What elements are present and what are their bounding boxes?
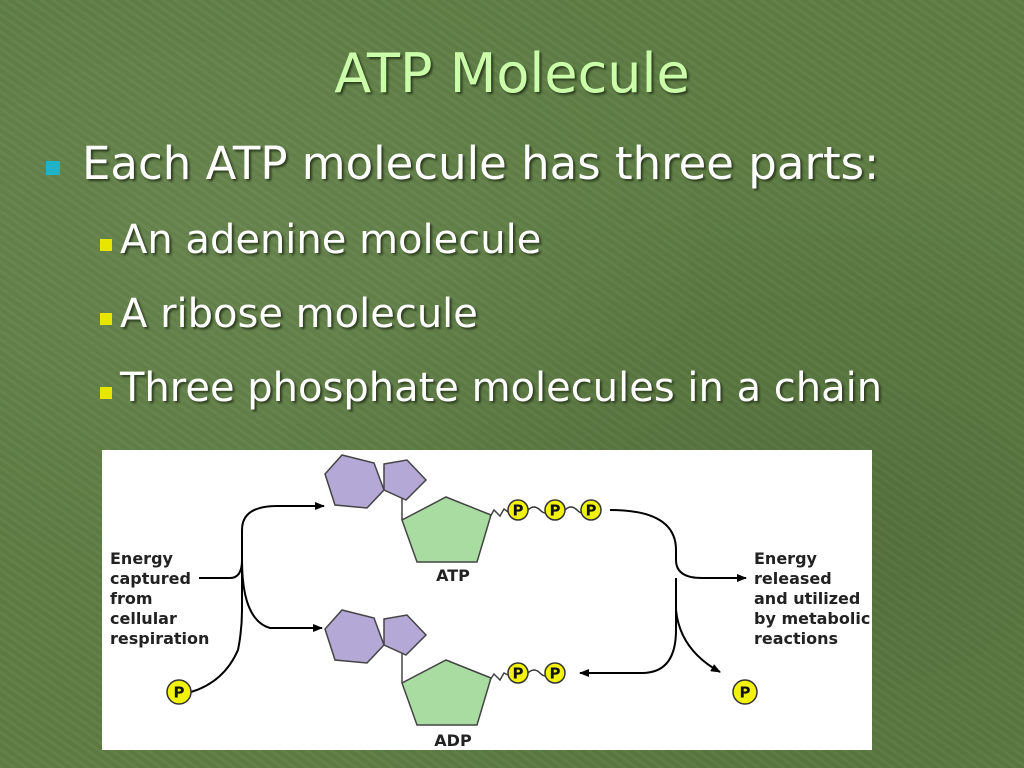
phosphate-label: P [549,501,561,520]
bullet-main [46,132,879,194]
bullet-square-icon [100,387,112,399]
slide-title: ATP Molecule [334,42,690,105]
phosphate-label: P [512,664,524,683]
bullet-square-icon [46,161,60,175]
free-phosphate-left [167,680,191,704]
atp-ribose-pentagon [402,497,491,562]
adp-adenine-hexagon [325,610,384,663]
left-caption-line: respiration [110,629,210,648]
sub-bullet-text: An adenine molecule [120,217,542,263]
atp-label: ATP [436,566,470,585]
atp-molecule [325,455,601,585]
diagram-canvas [102,450,872,750]
right-return-arrow [580,578,676,673]
left-upper-arrow [199,506,324,578]
left-cycle-arrows [191,506,324,692]
sub-bullet-text: Three phosphate molecules in a chain [120,365,883,411]
bullet-main-text: Each ATP molecule has three parts: [82,136,880,190]
bullet-square-icon [100,313,112,325]
right-caption-line: reactions [754,629,839,648]
right-caption [754,549,870,648]
right-caption-line: Energy [754,549,817,568]
atp-ribose-phosphate-bond [490,509,508,517]
left-caption-line: cellular [110,609,177,628]
phosphate-label: P [549,664,561,683]
right-cycle-arrows [580,510,746,673]
atp-adenine-hexagon [325,455,384,508]
left-caption-line: from [110,589,153,608]
free-phosphate-right [733,680,757,704]
left-caption-line: captured [110,569,191,588]
adp-ribose-pentagon [402,660,491,725]
adp-ribose-phosphate-bond [490,673,508,680]
sub-bullet-text: A ribose molecule [120,291,478,337]
right-caption-line: and utilized [754,589,861,608]
atp-adenine-pentagon [384,460,426,500]
bullet-square-icon [100,239,112,251]
adp-molecule [325,610,565,750]
right-caption-line: by metabolic [754,609,871,628]
right-upper-arrow [610,510,746,578]
right-caption-line: released [754,569,832,588]
left-caption-line: Energy [110,549,173,568]
phosphate-label: P [585,501,597,520]
sub-bullet-phosphate [100,360,882,416]
sub-bullet-adenine [100,212,541,268]
phosphate-label: P [173,683,185,702]
atp-adp-cycle-diagram [102,450,872,750]
phosphate-label: P [739,683,751,702]
phosphate-label: P [512,501,524,520]
left-lower-arrow [191,560,322,692]
left-caption [110,549,209,648]
adp-adenine-pentagon [384,615,426,655]
right-release-arrow [676,610,720,672]
adp-label: ADP [434,731,472,750]
sub-bullet-ribose [100,286,478,342]
